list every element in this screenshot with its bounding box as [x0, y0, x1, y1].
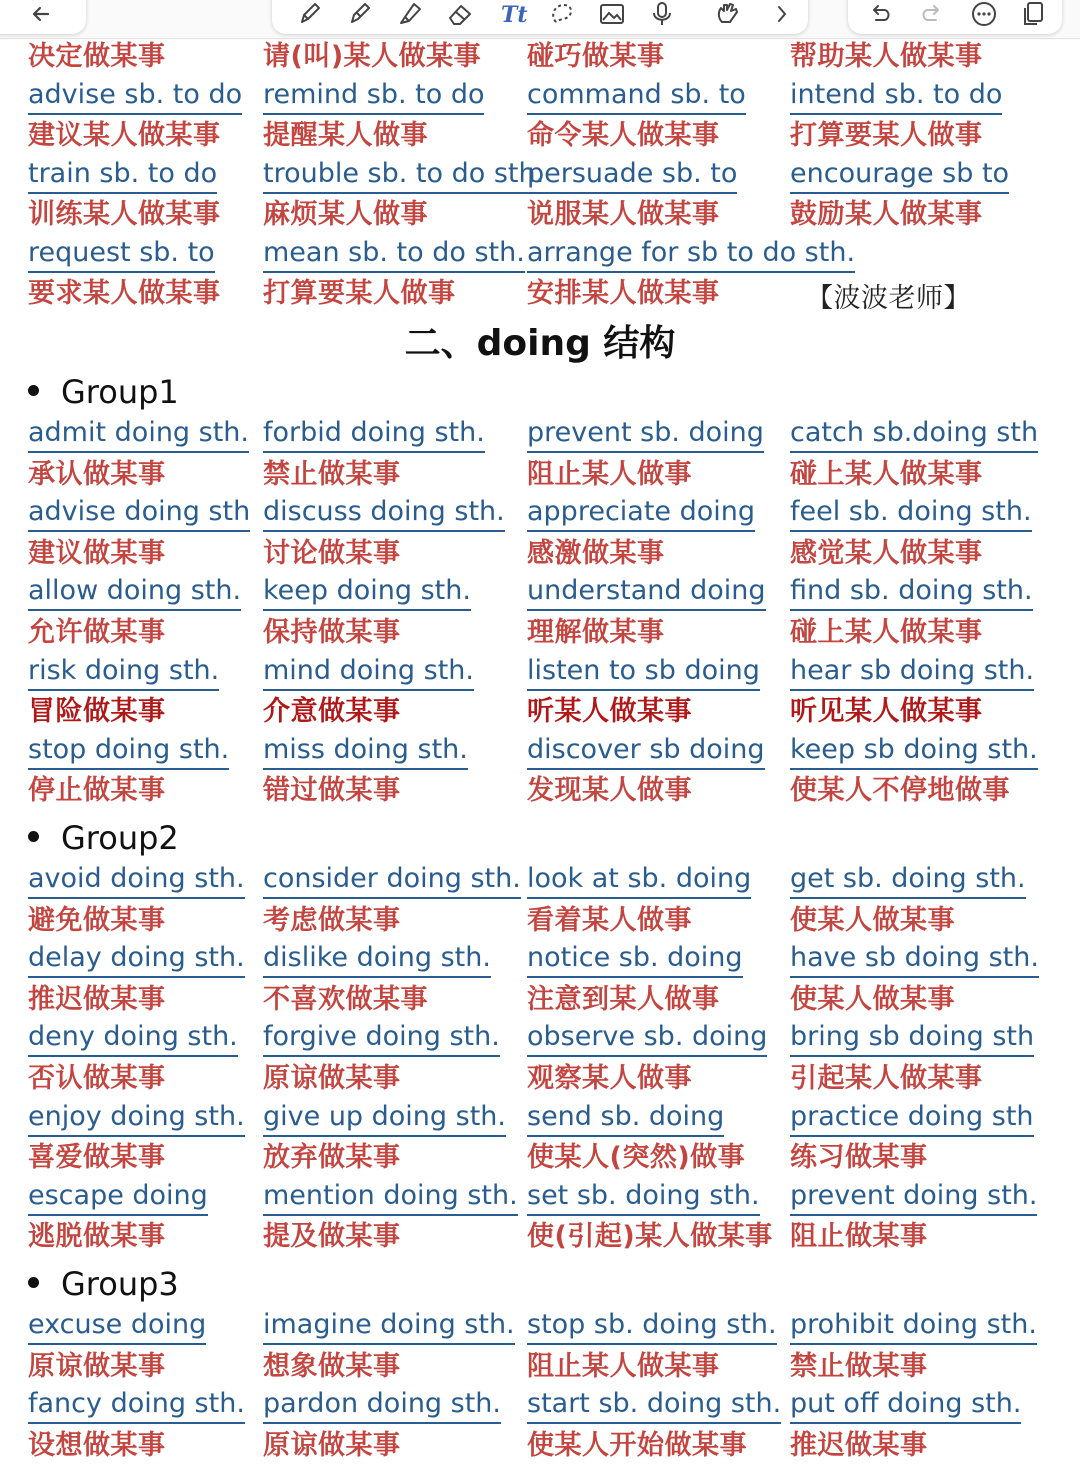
pencil-icon[interactable]: [344, 0, 376, 28]
phrase-link[interactable]: have sb doing sth.: [790, 941, 1039, 978]
chinese-meaning: 使某人(突然)做事: [527, 1142, 746, 1174]
table-row: [0, 1060, 1080, 1100]
phrase-link[interactable]: enjoy doing sth.: [28, 1100, 245, 1137]
table-row: [0, 196, 1080, 236]
phrase-link[interactable]: risk doing sth.: [28, 654, 219, 691]
chinese-meaning: 听某人做某事: [527, 696, 692, 728]
chinese-meaning: 保持做某事: [263, 616, 401, 648]
phrase-link[interactable]: stop doing sth.: [28, 733, 229, 770]
phrase-link[interactable]: fancy doing sth.: [28, 1387, 245, 1424]
chinese-meaning: 提及做某事: [263, 1221, 401, 1253]
table-row: [0, 941, 1080, 981]
phrase-link[interactable]: understand doing: [527, 574, 766, 611]
table-row: [0, 1387, 1080, 1427]
phrase-link[interactable]: intend sb. to do: [790, 78, 1002, 115]
chinese-meaning: 看着某人做事: [527, 904, 692, 936]
group-title: Group2: [61, 819, 179, 857]
phrase-link[interactable]: hear sb doing sth.: [790, 654, 1034, 691]
bullet-icon: [28, 831, 39, 842]
table-row: [0, 654, 1080, 694]
phrase-link[interactable]: arrange for sb to do sth.: [527, 236, 855, 273]
phrase-link[interactable]: send sb. doing: [527, 1100, 724, 1137]
chinese-meaning: 建议做某事: [28, 537, 166, 569]
table-row: [0, 1218, 1080, 1258]
toolbar: [0, 0, 1080, 40]
table-row: [0, 772, 1080, 812]
phrase-link[interactable]: deny doing sth.: [28, 1020, 238, 1057]
phrase-link[interactable]: bring sb doing sth: [790, 1020, 1034, 1057]
phrase-link[interactable]: give up doing sth.: [263, 1100, 506, 1137]
phrase-link[interactable]: delay doing sth.: [28, 941, 245, 978]
bullet-icon: [28, 385, 39, 396]
chinese-meaning: 感激做某事: [527, 537, 665, 569]
phrase-link[interactable]: excuse doing: [28, 1308, 206, 1345]
table-row: [0, 1179, 1080, 1219]
table-row: [0, 78, 1080, 118]
phrase-link[interactable]: forbid doing sth.: [263, 416, 485, 453]
pages-icon[interactable]: [1018, 0, 1050, 28]
phrase-link[interactable]: admit doing sth.: [28, 416, 249, 453]
toolbar-left-group: [0, 0, 86, 34]
chinese-meaning: 碰巧做某事: [527, 41, 665, 72]
chinese-meaning: 阻止某人做某事: [527, 1350, 720, 1382]
highlighter-icon[interactable]: [394, 0, 426, 28]
chinese-meaning: 安排某人做某事: [527, 278, 720, 309]
phrase-link[interactable]: train sb. to do: [28, 157, 217, 194]
phrase-link[interactable]: appreciate doing: [527, 495, 755, 532]
chinese-meaning: 阻止做某事: [790, 1221, 928, 1253]
redo-icon[interactable]: [916, 0, 948, 28]
chinese-meaning: 训练某人做某事: [28, 199, 221, 230]
chinese-meaning: 考虑做某事: [263, 904, 401, 936]
chinese-meaning: 原谅做某事: [263, 1429, 401, 1461]
phrase-link[interactable]: miss doing sth.: [263, 733, 468, 770]
table-row: [0, 495, 1080, 535]
phrase-link[interactable]: encourage sb to: [790, 157, 1009, 194]
table-row: [0, 862, 1080, 902]
chinese-meaning: 引起某人做某事: [790, 1062, 983, 1094]
table-row: [0, 902, 1080, 942]
phrase-link[interactable]: prevent doing sth.: [790, 1179, 1037, 1216]
chinese-meaning: 碰上某人做某事: [790, 616, 983, 648]
phrase-link[interactable]: dislike doing sth.: [263, 941, 491, 978]
hand-icon[interactable]: [712, 0, 744, 28]
phrase-link[interactable]: prohibit doing sth.: [790, 1308, 1037, 1345]
chinese-meaning: 注意到某人做事: [527, 983, 720, 1015]
group-heading: [28, 816, 179, 860]
chinese-meaning: 碰上某人做某事: [790, 458, 983, 490]
bullet-icon: [28, 1277, 39, 1288]
phrase-link[interactable]: command sb. to: [527, 78, 746, 115]
chinese-meaning: 打算要某人做事: [790, 120, 983, 151]
phrase-link[interactable]: trouble sb. to do sth.: [263, 157, 544, 194]
chinese-meaning: 请(叫)某人做某事: [263, 41, 482, 72]
chinese-meaning: 讨论做某事: [263, 537, 401, 569]
chinese-meaning: 帮助某人做某事: [790, 41, 983, 72]
phrase-link[interactable]: stop sb. doing sth.: [527, 1308, 777, 1345]
chevron-right-icon[interactable]: [766, 0, 798, 28]
microphone-icon[interactable]: [646, 0, 678, 28]
table-row: [0, 1348, 1080, 1388]
group-heading: [28, 370, 179, 414]
phrase-link[interactable]: mention doing sth.: [263, 1179, 518, 1216]
chinese-meaning: 允许做某事: [28, 616, 166, 648]
chinese-meaning: 冒险做某事: [28, 696, 166, 728]
chinese-meaning: 逃脱做某事: [28, 1221, 166, 1253]
chinese-meaning: 禁止做某事: [263, 458, 401, 490]
chinese-meaning: 使某人不停地做事: [790, 775, 1010, 807]
table-row: [0, 1100, 1080, 1140]
more-icon[interactable]: [968, 0, 1000, 28]
text-tool-icon[interactable]: [496, 0, 528, 28]
chinese-meaning: 决定做某事: [28, 41, 166, 72]
phrase-link[interactable]: remind sb. to do: [263, 78, 484, 115]
phrase-link[interactable]: set sb. doing sth.: [527, 1179, 760, 1216]
chinese-meaning: 介意做某事: [263, 696, 401, 728]
chinese-meaning: 放弃做某事: [263, 1142, 401, 1174]
chinese-meaning: 理解做某事: [527, 616, 665, 648]
chinese-meaning: 避免做某事: [28, 904, 166, 936]
phrase-link[interactable]: allow doing sth.: [28, 574, 241, 611]
table-row: [0, 38, 1080, 78]
phrase-link[interactable]: practice doing sth: [790, 1100, 1034, 1137]
chinese-meaning: 打算要某人做事: [263, 278, 456, 309]
chinese-meaning: 听见某人做某事: [790, 696, 983, 728]
table-row: [0, 157, 1080, 197]
group-title: Group1: [61, 373, 179, 411]
chinese-meaning: 错过做某事: [263, 775, 401, 807]
table-row: [0, 535, 1080, 575]
phrase-link[interactable]: request sb. to: [28, 236, 215, 273]
table-row: [0, 117, 1080, 157]
phrase-link[interactable]: pardon doing sth.: [263, 1387, 501, 1424]
table-row: [0, 1139, 1080, 1179]
chinese-meaning: 不喜欢做某事: [263, 983, 428, 1015]
phrase-link[interactable]: imagine doing sth.: [263, 1308, 515, 1345]
table-row: [0, 1308, 1080, 1348]
chinese-meaning: 原谅做某事: [28, 1350, 166, 1382]
phrase-link[interactable]: feel sb. doing sth.: [790, 495, 1032, 532]
table-row: [0, 733, 1080, 773]
phrase-link[interactable]: notice sb. doing: [527, 941, 743, 978]
table-row: [0, 574, 1080, 614]
chinese-meaning: 否认做某事: [28, 1062, 166, 1094]
chinese-meaning: 推迟做某事: [790, 1429, 928, 1461]
table-row: [0, 456, 1080, 496]
phrase-link[interactable]: observe sb. doing: [527, 1020, 767, 1057]
chinese-meaning: 使某人做某事: [790, 904, 955, 936]
svg-text:Tt: Tt: [501, 2, 528, 28]
table-row: [0, 981, 1080, 1021]
chinese-meaning: 观察某人做事: [527, 1062, 692, 1094]
eraser-icon[interactable]: [444, 0, 476, 28]
phrase-link[interactable]: consider doing sth.: [263, 862, 521, 899]
chinese-meaning: 使某人开始做某事: [527, 1429, 747, 1461]
section-title: 二、doing 结构: [404, 323, 676, 364]
chinese-meaning: 原谅做某事: [263, 1062, 401, 1094]
phrase-link[interactable]: advise doing sth: [28, 495, 250, 532]
table-row: [0, 236, 1080, 276]
phrase-link[interactable]: find sb. doing sth.: [790, 574, 1033, 611]
group-heading: [28, 1262, 179, 1306]
phrase-link[interactable]: keep sb doing sth.: [790, 733, 1038, 770]
chinese-meaning: 喜爱做某事: [28, 1142, 166, 1174]
table-row: [0, 693, 1080, 733]
chinese-meaning: 承认做某事: [28, 458, 166, 490]
phrase-link[interactable]: keep doing sth.: [263, 574, 471, 611]
toolbar-tools-group: [272, 0, 808, 34]
lasso-icon[interactable]: [546, 0, 578, 28]
pen-icon[interactable]: [294, 0, 326, 28]
phrase-link[interactable]: forgive doing sth.: [263, 1020, 500, 1057]
phrase-link[interactable]: prevent sb. doing: [527, 416, 764, 453]
chinese-meaning: 推迟做某事: [28, 983, 166, 1015]
chinese-meaning: 提醒某人做事: [263, 120, 428, 151]
chinese-meaning: 想象做某事: [263, 1350, 401, 1382]
table-row: [0, 614, 1080, 654]
phrase-link[interactable]: persuade sb. to: [527, 157, 737, 194]
toolbar-right-group: [848, 0, 1062, 34]
phrase-link[interactable]: listen to sb doing: [527, 654, 760, 691]
phrase-link[interactable]: put off doing sth.: [790, 1387, 1021, 1424]
phrase-link[interactable]: mind doing sth.: [263, 654, 474, 691]
phrase-link[interactable]: get sb. doing sth.: [790, 862, 1026, 899]
note-page: [0, 40, 1080, 1461]
group-title: Group3: [61, 1265, 179, 1303]
chinese-meaning: 要求某人做某事: [28, 278, 221, 309]
chinese-meaning: 禁止做某事: [790, 1350, 928, 1382]
phrase-link[interactable]: escape doing: [28, 1179, 208, 1216]
table-row: [0, 416, 1080, 456]
chinese-meaning: 感觉某人做某事: [790, 537, 983, 569]
phrase-link[interactable]: look at sb. doing: [527, 862, 751, 899]
chinese-meaning: 说服某人做某事: [527, 199, 720, 230]
phrase-link[interactable]: advise sb. to do: [28, 78, 242, 115]
phrase-link[interactable]: mean sb. to do sth.: [263, 236, 525, 273]
chinese-meaning: 停止做某事: [28, 775, 166, 807]
chinese-meaning: 建议某人做某事: [28, 120, 221, 151]
image-icon[interactable]: [596, 0, 628, 28]
undo-icon[interactable]: [864, 0, 896, 28]
chinese-meaning: 使某人做某事: [790, 983, 955, 1015]
phrase-link[interactable]: start sb. doing sth.: [527, 1387, 781, 1424]
phrase-link[interactable]: discover sb doing: [527, 733, 765, 770]
chinese-meaning: 练习做某事: [790, 1142, 928, 1174]
chinese-meaning: 发现某人做事: [527, 775, 692, 807]
chinese-meaning: 命令某人做某事: [527, 120, 720, 151]
author-credit: 【波波老师】: [806, 283, 971, 314]
chinese-meaning: 阻止某人做事: [527, 458, 692, 490]
chinese-meaning: 设想做某事: [28, 1429, 166, 1461]
chinese-meaning: 麻烦某人做事: [263, 199, 428, 230]
table-row: [0, 1020, 1080, 1060]
chinese-meaning: 鼓励某人做某事: [790, 199, 983, 230]
phrase-link[interactable]: avoid doing sth.: [28, 862, 245, 899]
chinese-meaning: 使(引起)某人做某事: [527, 1221, 773, 1253]
phrase-link[interactable]: catch sb.doing sth: [790, 416, 1038, 453]
phrase-link[interactable]: discuss doing sth.: [263, 495, 505, 532]
back-icon[interactable]: [26, 0, 58, 28]
table-row: [0, 1427, 1080, 1467]
